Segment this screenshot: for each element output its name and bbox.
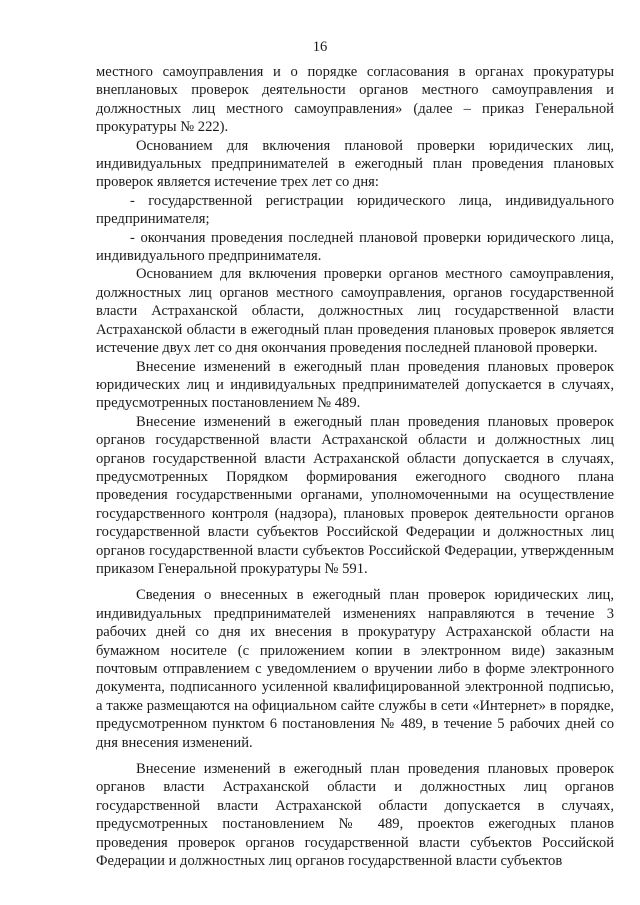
list-item-registration: - государственной регистрации юридического лица, индивидуального предпринимателя;: [96, 192, 614, 228]
paragraph-local-government-basis: Основанием для включения проверки органов местного самоуправления, должностных лиц органов местного самоуправления, органов государственной власти Астраханской области, должностных лиц государственной власти Астраханской области в ежегодный план проведения плановых проверок является истечение двух лет со дня окончания проведения последней плановой проверки.: [96, 266, 614, 357]
document-body: [96, 63, 614, 870]
paragraph-changes-state-authorities: Внесение изменений в ежегодный план проведения плановых проверок органов государственной власти Астраханской области и должностных лиц органов государственной власти Астраханской области допускается в случаях, предусмотренных Порядком формирования ежегодного сводного плана проведения государственными органами, уполномоченными на осуществление государственного контроля (надзора), плановых проверок деятельности органов государственной власти субъектов Российской Федерации и должностных лиц органов государственной власти субъектов Российской Федерации, утвержденным приказом Генеральной прокуратуры № 591.: [96, 413, 614, 577]
paragraph-change-notification: Сведения о внесенных в ежегодный план проверок юридических лиц, индивидуальных предпринимателей изменениях направляются в течение 3 рабочих дней со дня их внесения в прокуратуру Астраханской области на бумажном носителе (с приложением копии в электронном виде) заказным почтовым отправлением с уведомлением о вручении либо в форме электронного документа, подписанного усиленной квалифицированной электронной подписью, а также размещаются на официальном сайте службы в сети «Интернет» в порядке, предусмотренном пунктом 6 постановления № 489, в течение 5 рабочих дней со дня внесения изменений.: [96, 587, 614, 751]
paragraph-planned-inspection-basis: Основанием для включения плановой проверки юридических лиц, индивидуальных предпринимателей в ежегодный план проведения плановых проверок является истечение трех лет со дня:: [96, 137, 614, 191]
paragraph-changes-regional-authorities: Внесение изменений в ежегодный план проведения плановых проверок органов власти Астраханской области и должностных лиц органов государственной власти Астраханской области допускается в случаях, предусмотренных постановлением № 489, проектов ежегодных планов проведения проверок органов государственной власти субъектов Российской Федерации и должностных лиц органов государственной власти субъектов: [96, 761, 614, 870]
paragraph-changes-legal-entities: Внесение изменений в ежегодный план проведения плановых проверок юридических лиц и индивидуальных предпринимателей допускается в случаях, предусмотренных постановлением № 489.: [96, 358, 614, 412]
list-item-last-inspection: - окончания проведения последней плановой проверки юридического лица, индивидуального предпринимателя.: [96, 229, 614, 265]
paragraph-continuation: местного самоуправления и о порядке согласования в органах прокуратуры внеплановых проверок деятельности органов местного самоуправления и должностных лиц местного самоуправления» (далее – приказ Генеральной прокуратуры № 222).: [96, 64, 614, 136]
page-number: 16: [312, 39, 328, 55]
